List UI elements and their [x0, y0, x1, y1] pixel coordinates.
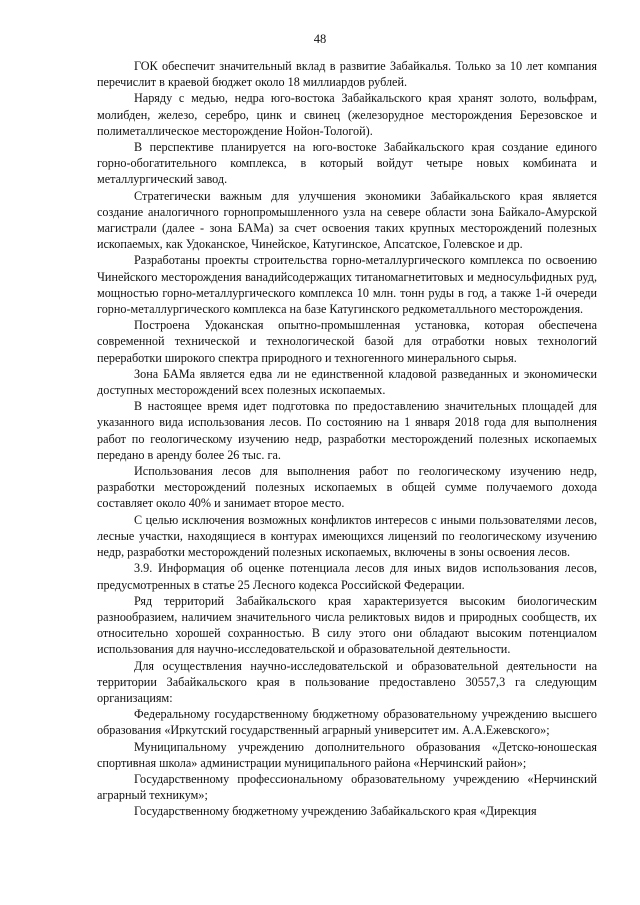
paragraph: Для осуществления научно-исследовательской и образовательной деятельности на территории Забайкальского края в пользование предоставлено 30557,3 га следующим организациям:: [97, 658, 597, 705]
organization-item: Федеральному государственному бюджетному образовательному учреждению высшего образования «Иркутский государственный аграрный университет им. А.А.Ежевского»;: [97, 707, 597, 738]
paragraph: Ряд территорий Забайкальского края характеризуется высоким биологическим разнообразием, наличием значительного числа реликтовых видов и природных сообществ, их относительно хорошей сохранностью. В силу этого они обладают высоким потенциалом использования для научно-исследовательской и образовательной деятельности.: [97, 593, 597, 657]
paragraph: Построена Удоканская опытно-промышленная установка, которая обеспечена современной технической и технологической базой для отработки новых технологий переработки широкого спектра природного и техногенного минерального сырья.: [97, 318, 597, 365]
paragraph: В настоящее время идет подготовка по предоставлению значительных площадей для указанного вида использования лесов. По состоянию на 1 января 2018 года для выполнения работ по геологическому изучению недр, разработки месторождений полезных ископаемых передано в аренду более 26 тыс. га.: [97, 399, 597, 462]
organization-item: Муниципальному учреждению дополнительного образования «Детско-юношеская спортивная школа» администрации муниципального района «Нерчинский район»;: [97, 739, 597, 770]
section-paragraph: 3.9. Информация об оценке потенциала лесов для иных видов использования лесов, предусмотренных в статье 25 Лесного кодекса Российской Федерации.: [97, 561, 597, 592]
paragraph: ГОК обеспечит значительный вклад в развитие Забайкалья. Только за 10 лет компания перечислит в краевой бюджет около 18 миллиардов рублей.: [97, 59, 597, 90]
paragraph: Стратегически важным для улучшения экономики Забайкальского края является создание аналогичного горнопромышленного узла на севере области зона Байкало-Амурской магистрали (далее - зона БАМа) за счет освоения таких крупных месторождений полезных ископаемых, как Удоканское, Чинейское, Катугинское, Апсатское, Голевское и др.: [97, 188, 597, 252]
body-text: [97, 58, 597, 820]
paragraph: Использования лесов для выполнения работ по геологическому изучению недр, разработки месторождений полезных ископаемых в общей сумме получаемого дохода составляет около 40% и занимает второе место.: [97, 464, 597, 511]
paragraph: Наряду с медью, недра юго-востока Забайкальского края хранят золото, вольфрам, молибден, железо, серебро, цинк и свинец (железорудное месторождения Березовское и полиметаллическое месторождение Нойон-Тологой).: [97, 91, 597, 138]
organization-item: Государственному профессиональному образовательному учреждению «Нерчинский аграрный техникум»;: [97, 771, 597, 803]
page-number: 48: [313, 32, 327, 46]
paragraph: С целью исключения возможных конфликтов интересов с иными пользователями лесов, лесные участки, находящиеся в контурах имеющихся лицензий по геологическому изучению недр, разработки месторождений полезных ископаемых, включены в зоны освоения лесов.: [97, 512, 597, 560]
paragraph: В перспективе планируется на юго-востоке Забайкальского края создание единого горно-обогатительного комплекса, в который войдут четыре новых комбината и металлургический завод.: [97, 140, 597, 187]
organization-item: Государственному бюджетному учреждению Забайкальского края «Дирекция: [134, 804, 537, 819]
paragraph: Зона БАМа является едва ли не единственной кладовой разведанных и экономически доступных месторождений всех полезных ископаемых.: [97, 366, 597, 398]
paragraph: Разработаны проекты строительства горно-металлургического комплекса по освоению Чинейского месторождения ванадийсодержащих титаномагнетитовых и медносульфидных руд, мощностью горно-металлургического комплекса 10 млн. тонн руды в год, а также 1-й очереди горно-металлургического комплекса на базе Катугинского редкометалльного месторождения.: [97, 253, 597, 317]
